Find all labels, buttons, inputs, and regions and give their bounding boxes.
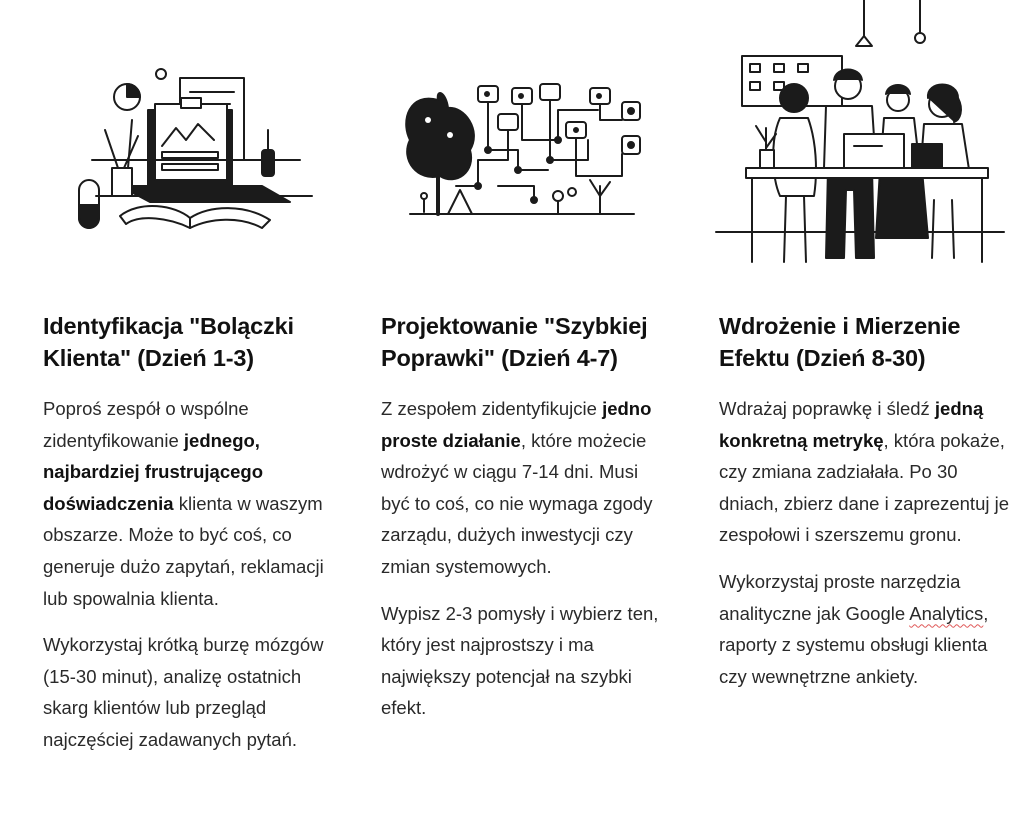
description-paragraph: [381, 598, 671, 724]
body-text: Wdrażaj poprawkę i śledź: [719, 398, 935, 419]
step-card-identify: [0, 0, 324, 838]
emphasis-text: jednego, najbardziej frustrującego doświadczenia: [43, 429, 263, 514]
step-card-design: [338, 0, 659, 838]
description-paragraph: [43, 629, 333, 755]
step-card-implement: [676, 0, 1010, 838]
description-paragraph: [719, 393, 1009, 551]
step-description: [719, 393, 1009, 707]
network-illustration: [338, 0, 678, 280]
step-description: [381, 393, 671, 739]
emphasis-text: jedną konkretną metrykę: [719, 398, 984, 451]
body-text: , która pokaże, czy zmiana zadziałała. Po 30 dniach, zbierz dane i zaprezentuj je zespołowi i szerszemu gronu.: [719, 429, 1010, 546]
body-text: klienta w waszym obszarze. Może to być coś, co generuje dużo zapytań, reklamacji lub spowalnia klienta.: [43, 492, 324, 609]
description-paragraph: [381, 393, 671, 583]
spellcheck-flagged-word: Analytics: [909, 602, 984, 624]
body-text: Wykorzystaj krótką burzę mózgów (15-30 minut), analizę ostatnich skarg klientów lub przegląd najczęściej zadawanych pytań.: [43, 634, 324, 750]
step-title: Identyfikacja "Bolączki Klienta" (Dzień 1-3): [43, 313, 294, 371]
description-paragraph: [43, 393, 333, 614]
body-text: Z zespołem zidentyfikujcie: [381, 398, 603, 419]
step-title: Projektowanie "Szybkiej Poprawki" (Dzień 4-7): [381, 313, 648, 371]
description-paragraph: [719, 566, 1009, 692]
body-text: Wykorzystaj proste narzędzia analityczne jak Google: [719, 570, 961, 624]
team-meeting-illustration: [676, 0, 1016, 280]
step-title: Wdrożenie i Mierzenie Efektu (Dzień 8-30): [719, 313, 961, 371]
body-text: , raporty z systemu obsługi klienta czy wewnętrzne ankiety.: [719, 602, 989, 687]
emphasis-text: jedno proste działanie: [381, 398, 652, 451]
body-text: Poproś zespół o wspólne zidentyfikowanie: [43, 398, 249, 451]
body-text: , które możecie wdrożyć w ciągu 7-14 dni. Musi być to coś, co nie wymaga zgody zarządu, dużych inwestycji czy zmian systemowych.: [381, 429, 653, 577]
body-text: Wypisz 2-3 pomysły i wybierz ten, który jest najprostszy i ma największy potencjał na szybki efekt.: [381, 602, 659, 719]
step-description: [43, 393, 333, 771]
analysis-illustration: [0, 0, 340, 280]
